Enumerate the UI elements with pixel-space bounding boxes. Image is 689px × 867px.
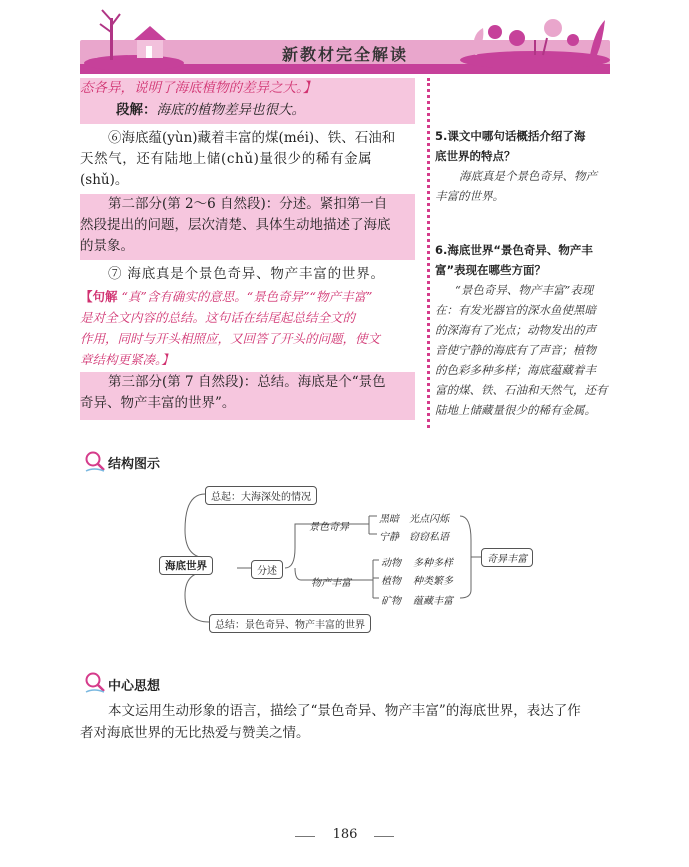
para6-line: ⑥海底蕴(yùn)藏着丰富的煤(méi)、铁、石油和 (108, 130, 396, 146)
diagram-leaf-a: 矿物 (381, 596, 401, 607)
central-idea-text (80, 700, 615, 744)
diagram-leaf-a: 植物 (381, 576, 401, 587)
continuation-line (80, 78, 415, 100)
tree-house-decoration-icon (82, 8, 187, 70)
answer-6-line: 在：有发光器官的深水鱼使黑暗 (435, 303, 596, 317)
page-number: 186 (332, 827, 358, 842)
diagram-bottom-box: 总结：景色奇异、物产丰富的世界 (209, 614, 371, 633)
part2-summary-box (80, 194, 415, 260)
answer-6-line: 音使宁静的海底有了声音；植物 (435, 343, 596, 357)
question-6-line: 富”表现在哪些方面？ (435, 263, 547, 277)
diagram-middle-box: 分述 (251, 560, 283, 579)
jujie-line: 是对全文内容的总结。这句话在结尾起总结全文的 (80, 310, 356, 325)
central-idea-line: 本文运用生动形象的语言，描绘了“景色奇异、物产丰富”的海底世界，表达了作 (108, 703, 581, 719)
diagram-branch-2: 物产丰富 (311, 578, 351, 589)
diagram-top-box: 总起：大海深处的情况 (205, 486, 317, 505)
answer-6-line: 富的煤、铁、石油和天然气，还有 (435, 383, 608, 397)
diagram-leaf-a: 黑暗 (379, 514, 399, 525)
jujie-line: 作用，同时与开头相照应，又回答了开头的问题，使文 (80, 331, 381, 346)
jujie-line: 章结构更紧凑。】 (80, 352, 174, 367)
diagram-leaf-b: 蕴藏丰富 (413, 596, 453, 607)
diagram-branch-1: 景色奇异 (309, 522, 349, 533)
part2-line: 的景象。 (80, 238, 134, 254)
question-5 (435, 126, 615, 206)
para6-line: 天然气，还有陆地上储(chǔ)量很少的稀有金属 (80, 151, 373, 167)
diagram-leaf-b: 窃窃私语 (409, 532, 449, 543)
page-header-title: 新教材完全解读 (281, 45, 408, 64)
magnifier-icon (84, 671, 106, 693)
sea-plant-decoration-icon (455, 10, 610, 68)
diagram-leaf-a: 宁静 (379, 532, 399, 543)
diagram-leaf-b: 光点闪烁 (409, 514, 449, 525)
answer-6-line: 的深海有了光点；动物发出的声 (435, 323, 596, 337)
answer-5-line: 海底真是个景色奇异、物产 (459, 169, 597, 183)
duanjie-text: 海底的植物差异也很大。 (156, 102, 305, 118)
jujie-label: 【句解 (80, 289, 118, 304)
para6-line: (shǔ)。 (80, 172, 129, 188)
part3-line: 奇异、物产丰富的世界”。 (80, 395, 236, 411)
question-6-line: 6.海底世界“景色奇异、物产丰 (435, 243, 593, 257)
question-6 (435, 240, 615, 420)
continuation-text: 态各异，说明了海底植物的差异之大。】 (80, 80, 317, 96)
jujie-block (80, 286, 415, 370)
structure-diagram (145, 480, 545, 640)
magnifier-icon (84, 450, 106, 472)
answer-5-line: 丰富的世界。 (435, 189, 504, 203)
paragraph-7: ⑦ 海底真是个景色奇异、物产丰富的世界。 (108, 266, 385, 282)
central-idea-line: 者对海底世界的无比热爱与赞美之情。 (80, 725, 310, 741)
answer-6-line: 的色彩多种多样；海底蕴藏着丰 (435, 363, 596, 377)
diagram-result-box: 奇异丰富 (481, 548, 533, 567)
part2-line: 然段提出的问题，层次清楚、具体生动地描述了海底 (80, 217, 391, 233)
structure-section-title: 结构图示 (108, 457, 161, 472)
part3-summary-box (80, 372, 415, 420)
diagram-leaf-a: 动物 (381, 558, 401, 569)
footer-dash-left (295, 836, 315, 837)
jujie-line: “真”含有确实的意思。“景色奇异”“物产丰富” (121, 289, 373, 304)
question-5-line: 底世界的特点？ (435, 149, 516, 163)
question-5-line: 5.课文中哪句话概括介绍了海 (435, 129, 586, 143)
duanjie-box (80, 100, 415, 124)
diagram-leaf-b: 种类繁多 (413, 576, 453, 587)
central-idea-title: 中心思想 (108, 679, 161, 694)
footer-dash-right (374, 836, 394, 837)
part3-line: 第三部分(第 7 自然段)：总结。海底是个“景色 (108, 374, 386, 390)
diagram-root-box: 海底世界 (159, 556, 213, 575)
column-divider (427, 78, 430, 428)
duanjie-label: 段解： (116, 102, 157, 118)
answer-6-line: 陆地上储藏量很少的稀有金属。 (435, 403, 596, 417)
diagram-leaf-b: 多种多样 (413, 558, 453, 569)
part2-line: 第二部分(第 2～6 自然段)：分述。紧扣第一自 (108, 196, 388, 212)
paragraph-6 (80, 128, 415, 191)
answer-6-line: “景色奇异、物产丰富”表现 (455, 283, 594, 297)
